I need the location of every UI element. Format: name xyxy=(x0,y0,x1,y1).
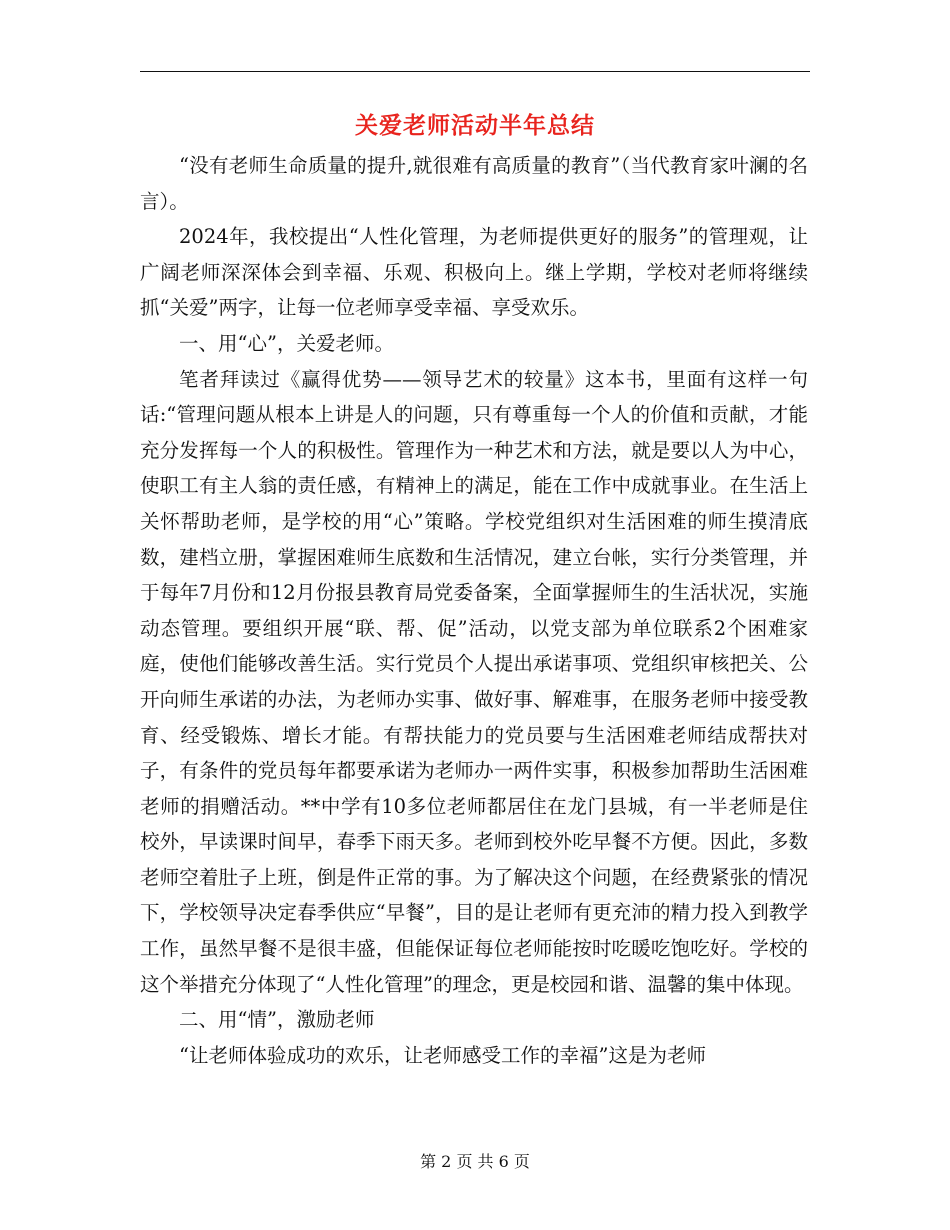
document-body xyxy=(140,148,808,1073)
paragraph-quote: “没有老师生命质量的提升,就很难有高质量的教育”（当代教育家叶澜的名言）。 xyxy=(140,154,808,213)
paragraph-intro: 2024年，我校提出“人性化管理，为老师提供更好的服务”的管理观，让广阔老师深深体会到幸福、乐观、积极向上。继上学期，学校对老师将继续抓“关爱”两字，让每一位老师享受幸福、享受欢乐。 xyxy=(140,225,808,320)
paragraph-section-1: 笔者拜读过《赢得优势——领导艺术的较量》这本书，里面有这样一句话:“管理问题从根本上讲是人的问题，只有尊重每一个人的价值和贡献，才能充分发挥每一个人的积极性。管理作为一种艺术和方法，就是要以人为中心，使职工有主人翁的责任感，有精神上的满足，能在工作中成就事业。在生活上关怀帮助老师，是学校的用“心”策略。学校党组织对生活困难的师生摸清底数，建档立册，掌握困难师生底数和生活情况，建立台帐，实行分类管理，并于每年7月份和12月份报县教育局党委备案，全面掌握师生的生活状况，实施动态管理。要组织开展“联、帮、促”活动，以党支部为单位联系2个困难家庭，使他们能够改善生活。实行党员个人提出承诺事项、党组织审核把关、公开向师生承诺的办法，为老师办实事、做好事、解难事，在服务老师中接受教育、经受锻炼、增长才能。有帮扶能力的党员要与生活困难老师结成帮扶对子，有条件的党员每年都要承诺为老师办一两件实事，积极参加帮助生活困难老师的捐赠活动。**中学有10多位老师都居住在龙门县城，有一半老师是住校外，早读课时间早，春季下雨天多。老师到校外吃早餐不方便。因此，多数老师空着肚子上班，倒是件正常的事。为了解决这个问题，在经费紧张的情况下，学校领导决定春季供应“早餐”，目的是让老师有更充沛的精力投入到教学工作，虽然早餐不是很丰盛，但能保证每位老师能按时吃暖吃饱吃好。学校的这个举措充分体现了“人性化管理”的理念，更是校园和谐、温馨的集中体现。 xyxy=(140,367,808,996)
header-rule xyxy=(140,71,810,72)
document-title: 关爱老师活动半年总结 xyxy=(355,112,595,139)
section-heading-2: 二、用“情”，激励老师 xyxy=(179,1008,375,1032)
section-heading-1: 一、用“心”，关爱老师。 xyxy=(179,331,394,355)
paragraph-section-2: “让老师体验成功的欢乐，让老师感受工作的幸福”这是为老师 xyxy=(179,1043,706,1067)
page-footer: 第 2 页 共 6 页 xyxy=(420,1152,530,1171)
